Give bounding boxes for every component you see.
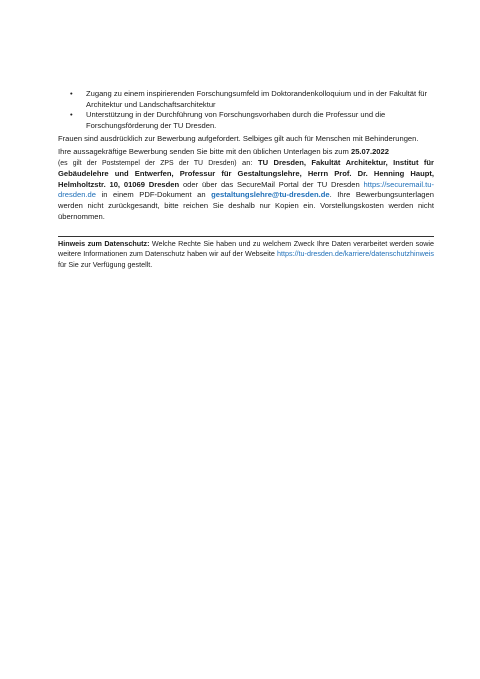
postmark-note: (es gilt der Poststempel der ZPS der TU Dresden) bbox=[58, 159, 237, 167]
email-link[interactable]: gestaltungslehre@tu-dresden.de bbox=[211, 190, 330, 200]
privacy-heading: Hinweis zum Datenschutz: bbox=[58, 239, 150, 249]
encouragement-paragraph: Frauen sind ausdrücklich zur Bewerbung aufgefordert. Selbiges gilt auch für Menschen mit Behinderungen. bbox=[58, 134, 419, 144]
postal-address: TU Dresden, Fakultät Architektur, Institut für Gebäudelehre und Entwerfen, Professur für Gestaltungslehre, Herrn Prof. Dr. Henning Haupt, Helmholtzstr. 10, 01069 Dresden bbox=[58, 157, 434, 189]
portal-text: oder über das SecureMail Portal der TU Dresden bbox=[179, 179, 364, 189]
list-item: • Zugang zu einem inspirierenden Forschungsumfeld im Doktorandenkolloquium und in der Fakultät für Architektur und Landschaftsarchitektur bbox=[58, 89, 434, 110]
privacy-notice bbox=[58, 236, 434, 270]
list-item: • Unterstützung in der Durchführung von Forschungsvorhaben durch die Professur und die Forschungsförderung der TU Dresden. bbox=[58, 110, 434, 131]
securemail-link[interactable]: https://securemail.tu-dresden.de bbox=[58, 179, 434, 200]
application-deadline: 25.07.2022 bbox=[350, 146, 389, 156]
privacy-suffix: für Sie zur Verfügung gestellt. bbox=[58, 259, 153, 269]
page-content bbox=[58, 89, 434, 270]
application-intro: Ihre aussagekräftige Bewerbung senden Sie bitte mit den üblichen Unterlagen bis zum bbox=[58, 146, 351, 156]
application-paragraph bbox=[58, 147, 434, 222]
privacy-link[interactable]: https://tu-dresden.de/karriere/datenschutzhinweis bbox=[276, 249, 434, 259]
pdf-text: in einem PDF-Dokument an bbox=[96, 190, 212, 200]
application-closing: . Ihre Bewerbungsunterlagen werden nicht zurückgesandt, bitte reichen Sie deshalb nur Kopien ein. Vorstellungskosten werden nicht übernommen. bbox=[58, 190, 434, 221]
benefits-list bbox=[58, 89, 434, 131]
to-label: an: bbox=[236, 157, 258, 167]
privacy-text: Welche Rechte Sie haben und zu welchem Zweck Ihre Daten verarbeitet werden sowie weitere Informationen zum Datenschutz haben wir auf der Webseite bbox=[58, 239, 434, 259]
